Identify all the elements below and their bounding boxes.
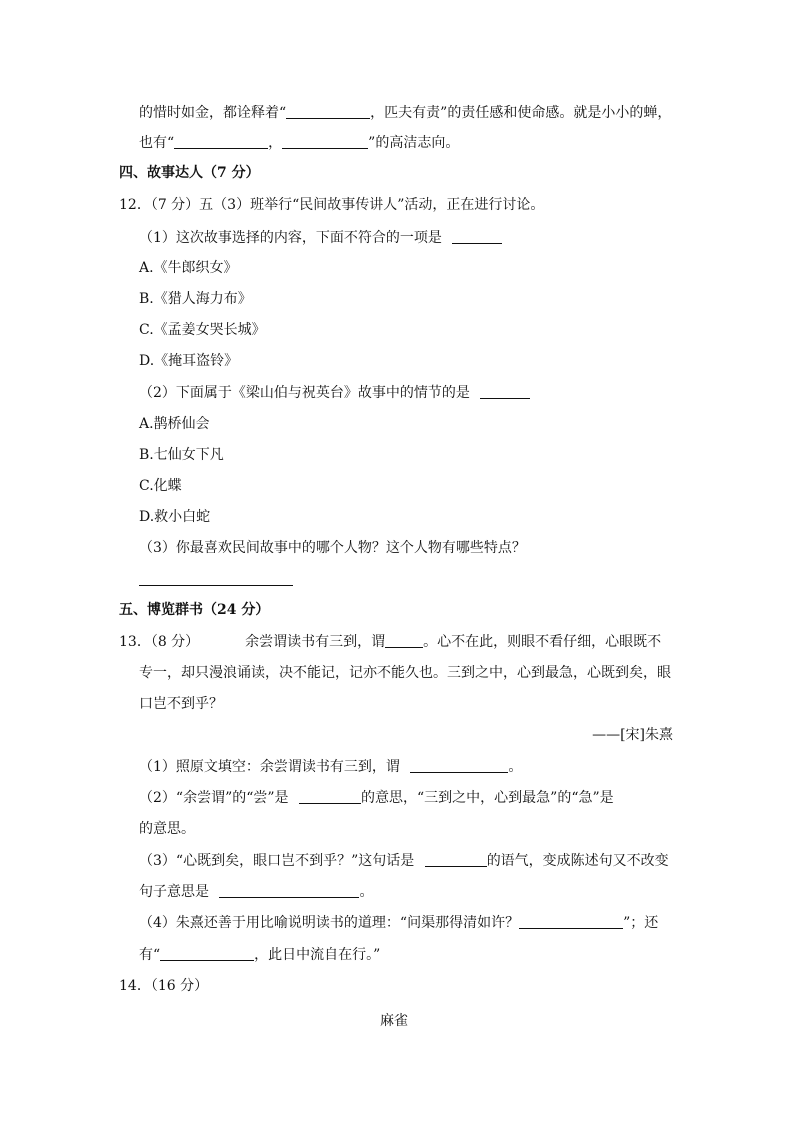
answer-blank[interactable] xyxy=(425,852,487,867)
text: 。 xyxy=(508,759,523,775)
text: 也有“ xyxy=(139,135,175,151)
answer-blank[interactable] xyxy=(219,883,359,898)
question-13-2 xyxy=(139,788,614,808)
text: 余尝谓读书有三到，谓 xyxy=(245,634,386,650)
section-5-heading: 五、博览群书（24 分） xyxy=(119,602,270,618)
answer-blank[interactable] xyxy=(519,914,623,929)
text: （3）“心既到矣，眼口岂不到乎？”这句话是 xyxy=(139,853,415,869)
option-12-2-d: D.救小白蛇 xyxy=(139,509,211,525)
question-13-2-cont: 的意思。 xyxy=(139,821,195,837)
question-12: 12．（7 分）五（3）班举行“民间故事传讲人”活动，正在进行讨论。 xyxy=(119,197,545,213)
text: （1）这次故事选择的内容，下面不符合的一项是 xyxy=(139,230,442,246)
question-12-2 xyxy=(139,383,530,403)
text: 的语气，变成陈述句又不改变 xyxy=(486,853,669,869)
question-12-1 xyxy=(139,228,502,248)
answer-blank[interactable] xyxy=(480,384,530,399)
question-13-3 xyxy=(139,851,669,871)
answer-blank[interactable] xyxy=(385,633,423,648)
answer-blank[interactable] xyxy=(299,789,361,804)
option-12-2-b: B.七仙女下凡 xyxy=(139,447,224,463)
question-13-4-cont xyxy=(139,945,380,965)
text: （1）照原文填空：余尝谓读书有三到，谓 xyxy=(139,759,400,775)
option-12-1-a: A.《牛郎织女》 xyxy=(139,260,238,276)
text: ，匹夫有责”的责任感和使命感。就是小小的蝉， xyxy=(370,105,672,121)
question-13 xyxy=(119,632,661,652)
line-continuation-1 xyxy=(139,103,671,123)
question-number: 13．（8 分） xyxy=(119,634,200,650)
answer-blank[interactable] xyxy=(282,134,368,149)
text: 句子意思是 xyxy=(139,884,209,900)
answer-blank[interactable] xyxy=(160,946,254,961)
passage-title: 麻雀 xyxy=(380,1013,408,1029)
passage-line-2: 专一，却只漫浪诵读，决不能记，记亦不能久也。三到之中，心到最急，心既到矣，眼 xyxy=(139,665,671,681)
text: ”；还 xyxy=(623,915,659,931)
question-12-3: （3）你最喜欢民间故事中的哪个人物？这个人物有哪些特点？ xyxy=(139,540,526,556)
question-13-3-cont xyxy=(139,882,373,902)
text: 有“ xyxy=(139,947,161,963)
text: （2）下面属于《梁山伯与祝英台》故事中的情节的是 xyxy=(139,385,470,401)
question-13-1 xyxy=(139,757,522,777)
option-12-2-a: A.鹊桥仙会 xyxy=(139,416,210,432)
section-4-heading: 四、故事达人（7 分） xyxy=(119,165,260,181)
option-12-1-d: D.《掩耳盗铃》 xyxy=(139,353,239,369)
text: （2）“余尝谓”的“尝”是 xyxy=(139,790,289,806)
passage-line-3: 口岂不到乎？ xyxy=(139,696,223,712)
question-13-4 xyxy=(139,913,658,933)
line-continuation-2 xyxy=(139,133,459,153)
text: （4）朱熹还善于用比喻说明读书的道理：“问渠那得清如许？ xyxy=(139,915,520,931)
text: 。 xyxy=(359,884,374,900)
passage-source: ——[宋]朱熹 xyxy=(592,727,673,743)
text: 。心不在此，则眼不看仔细，心眼既不 xyxy=(423,634,662,650)
text: 的惜时如金，都诠释着“ xyxy=(139,105,287,121)
option-12-1-b: B.《猎人海力布》 xyxy=(139,291,252,307)
option-12-1-c: C.《孟姜女哭长城》 xyxy=(139,322,266,338)
answer-blank[interactable] xyxy=(452,229,502,244)
answer-blank[interactable] xyxy=(286,104,370,119)
text: ，此日中流自在行。” xyxy=(254,947,381,963)
text: ， xyxy=(268,135,283,151)
answer-blank[interactable] xyxy=(174,134,268,149)
text: ”的高洁志向。 xyxy=(368,135,460,151)
option-12-2-c: C.化蝶 xyxy=(139,478,182,494)
answer-blank[interactable] xyxy=(410,758,508,773)
question-14: 14．（16 分） xyxy=(119,978,209,994)
text: 的意思，“三到之中，心到最急”的“急”是 xyxy=(361,790,614,806)
answer-line-12-3[interactable] xyxy=(139,585,293,586)
